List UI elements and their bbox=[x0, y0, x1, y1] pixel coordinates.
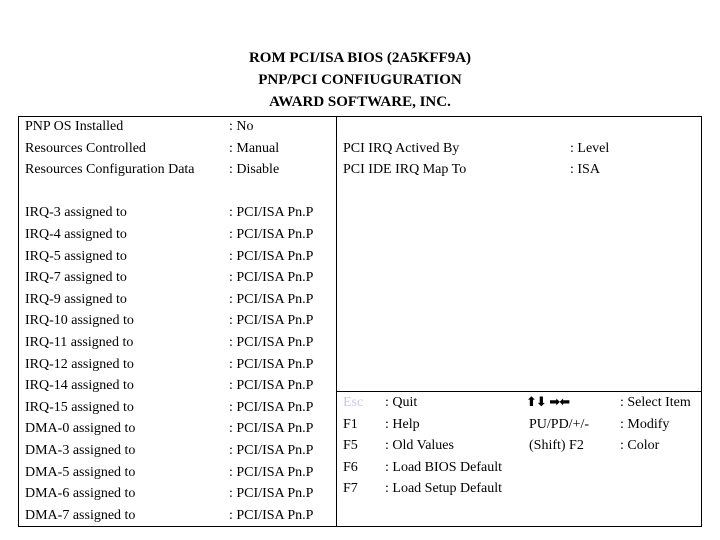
select-item-desc: : Select Item bbox=[620, 395, 691, 410]
f7-key-desc: : Load Setup Default bbox=[385, 481, 503, 496]
dma-5-value[interactable]: : PCI/ISA Pn.P bbox=[229, 465, 314, 480]
pci-ide-irq-map-value[interactable]: : ISA bbox=[570, 162, 600, 177]
setting-resources-controlled-value[interactable]: : Manual bbox=[229, 141, 280, 156]
dma-6-label: DMA-6 assigned to bbox=[25, 486, 136, 501]
setting-resources-config-value[interactable]: : Disable bbox=[229, 162, 280, 177]
page-keys: PU/PD/+/- bbox=[529, 417, 590, 432]
f5-key-desc: : Old Values bbox=[385, 438, 454, 453]
pci-ide-irq-map-label: PCI IDE IRQ Map To bbox=[343, 162, 467, 177]
dma-7-value[interactable]: : PCI/ISA Pn.P bbox=[229, 508, 314, 523]
irq-3-value[interactable]: : PCI/ISA Pn.P bbox=[229, 205, 314, 220]
irq-10-label: IRQ-10 assigned to bbox=[25, 313, 134, 328]
irq-12-value[interactable]: : PCI/ISA Pn.P bbox=[229, 357, 314, 372]
bios-title: ROM PCI/ISA BIOS (2A5KFF9A) bbox=[248, 50, 472, 66]
dma-7-label: DMA-7 assigned to bbox=[25, 508, 136, 523]
irq-4-label: IRQ-4 assigned to bbox=[25, 227, 127, 242]
arrow-keys-icon: ⬆⬇ ➡⬅ bbox=[526, 395, 570, 410]
setting-pnp-os-label: PNP OS Installed bbox=[25, 119, 124, 134]
pci-irq-actived-value[interactable]: : Level bbox=[570, 141, 610, 156]
dma-0-label: DMA-0 assigned to bbox=[25, 421, 136, 436]
irq-11-value[interactable]: : PCI/ISA Pn.P bbox=[229, 335, 314, 350]
irq-14-label: IRQ-14 assigned to bbox=[25, 378, 134, 393]
irq-7-value[interactable]: : PCI/ISA Pn.P bbox=[229, 270, 314, 285]
irq-5-value[interactable]: : PCI/ISA Pn.P bbox=[229, 249, 314, 264]
f1-key[interactable]: F1 bbox=[343, 417, 358, 432]
modify-desc: : Modify bbox=[620, 417, 670, 432]
setting-resources-config-label: Resources Configuration Data bbox=[25, 162, 195, 177]
esc-key[interactable]: Esc bbox=[343, 395, 364, 410]
f7-key[interactable]: F7 bbox=[343, 481, 358, 496]
dma-0-value[interactable]: : PCI/ISA Pn.P bbox=[229, 421, 314, 436]
f6-key-desc: : Load BIOS Default bbox=[385, 460, 503, 475]
dma-3-label: DMA-3 assigned to bbox=[25, 443, 136, 458]
irq-9-value[interactable]: : PCI/ISA Pn.P bbox=[229, 292, 314, 307]
irq-7-label: IRQ-7 assigned to bbox=[25, 270, 127, 285]
shift-f2-key: (Shift) F2 bbox=[529, 438, 584, 453]
dma-3-value[interactable]: : PCI/ISA Pn.P bbox=[229, 443, 314, 458]
page-title: PNP/PCI CONFIUGURATION bbox=[258, 72, 462, 88]
irq-14-value[interactable]: : PCI/ISA Pn.P bbox=[229, 378, 314, 393]
irq-12-label: IRQ-12 assigned to bbox=[25, 357, 134, 372]
irq-15-value[interactable]: : PCI/ISA Pn.P bbox=[229, 400, 314, 415]
vendor-name: AWARD SOFTWARE, INC. bbox=[269, 94, 451, 110]
f6-key[interactable]: F6 bbox=[343, 460, 358, 475]
irq-4-value[interactable]: : PCI/ISA Pn.P bbox=[229, 227, 314, 242]
irq-11-label: IRQ-11 assigned to bbox=[25, 335, 134, 350]
dma-6-value[interactable]: : PCI/ISA Pn.P bbox=[229, 486, 314, 501]
setting-pnp-os-value[interactable]: : No bbox=[229, 119, 254, 134]
irq-5-label: IRQ-5 assigned to bbox=[25, 249, 127, 264]
pci-irq-actived-label: PCI IRQ Actived By bbox=[343, 141, 460, 156]
color-desc: : Color bbox=[620, 438, 660, 453]
irq-15-label: IRQ-15 assigned to bbox=[25, 400, 134, 415]
irq-9-label: IRQ-9 assigned to bbox=[25, 292, 127, 307]
f1-key-desc: : Help bbox=[385, 417, 420, 432]
f5-key[interactable]: F5 bbox=[343, 438, 358, 453]
irq-3-label: IRQ-3 assigned to bbox=[25, 205, 127, 220]
esc-key-desc: : Quit bbox=[385, 395, 418, 410]
dma-5-label: DMA-5 assigned to bbox=[25, 465, 136, 480]
irq-10-value[interactable]: : PCI/ISA Pn.P bbox=[229, 313, 314, 328]
setting-resources-controlled-label: Resources Controlled bbox=[25, 141, 146, 156]
